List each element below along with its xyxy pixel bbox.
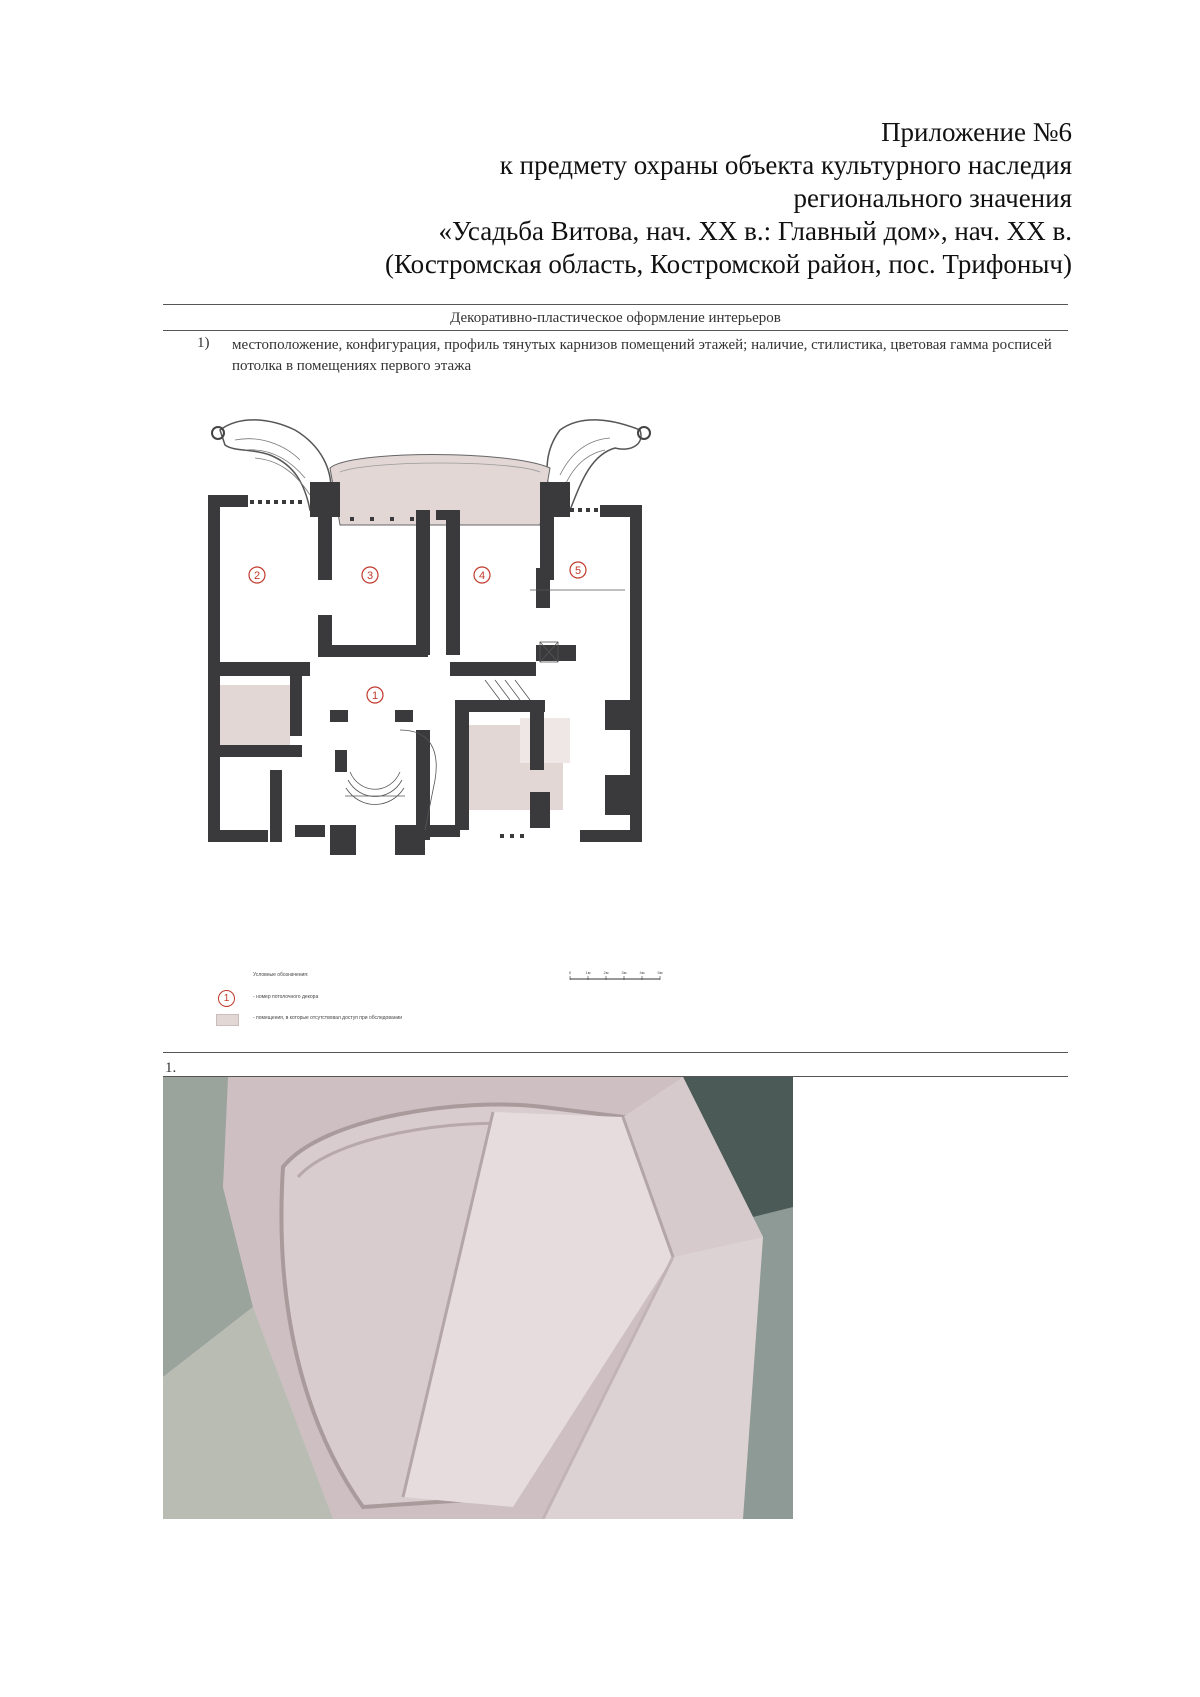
room-marker-2-label: 2 <box>253 570 261 582</box>
legend-swatch-text: - помещения, в которые отсутствовал доступ при обследовании <box>253 1015 403 1021</box>
scale-tick-1: 1м <box>585 970 591 975</box>
legend-marker: 1 <box>218 990 235 1007</box>
table-rule-sub <box>163 330 1068 331</box>
scale-tick-5: 5м <box>657 970 663 975</box>
item-number: 1) <box>197 335 210 351</box>
plan-legend <box>213 972 443 1052</box>
object-name: «Усадьба Витова, нач. ХХ в.: Главный дом», нач. ХХ в. <box>438 216 1072 246</box>
section-title: Декоративно-пластическое оформление интерьеров <box>450 310 781 326</box>
legend-swatch <box>216 1014 239 1026</box>
table-rule-top <box>163 304 1068 305</box>
object-location: (Костромская область, Костромской район, пос. Трифоныч) <box>385 249 1072 279</box>
walls <box>208 482 642 855</box>
appendix-significance: регионального значения <box>793 183 1072 213</box>
room-marker-3-label: 3 <box>366 570 374 582</box>
appendix-subject: к предмету охраны объекта культурного наследия <box>499 150 1072 180</box>
floor-plan <box>200 400 700 940</box>
scale-tick-0: 0 <box>568 970 572 975</box>
scale-tick-4: 4м <box>639 970 645 975</box>
room-marker-4-label: 4 <box>478 570 486 582</box>
legend-title: Условные обозначения: <box>253 972 309 978</box>
appendix-header <box>385 116 1072 281</box>
photo-label: 1. <box>165 1060 177 1076</box>
room-marker-1-label: 1 <box>371 690 379 702</box>
scale-tick-2: 2м <box>603 970 609 975</box>
item-description: местоположение, конфигурация, профиль тянутых карнизов помещений этажей; наличие, стилистика, цветовая гамма росписей потолка в помещениях первого этажа <box>232 337 1052 374</box>
photo-rule-top <box>163 1052 1068 1053</box>
legend-marker-text: - номер потолочного декора <box>253 994 319 1000</box>
appendix-number: Приложение №6 <box>881 117 1072 147</box>
grand-staircase <box>212 420 650 525</box>
room-no-access-west <box>220 685 290 745</box>
scale-bar <box>568 968 668 988</box>
ceiling-photo <box>163 1077 793 1519</box>
room-marker-5-label: 5 <box>574 565 582 577</box>
scale-tick-3: 3м <box>621 970 627 975</box>
